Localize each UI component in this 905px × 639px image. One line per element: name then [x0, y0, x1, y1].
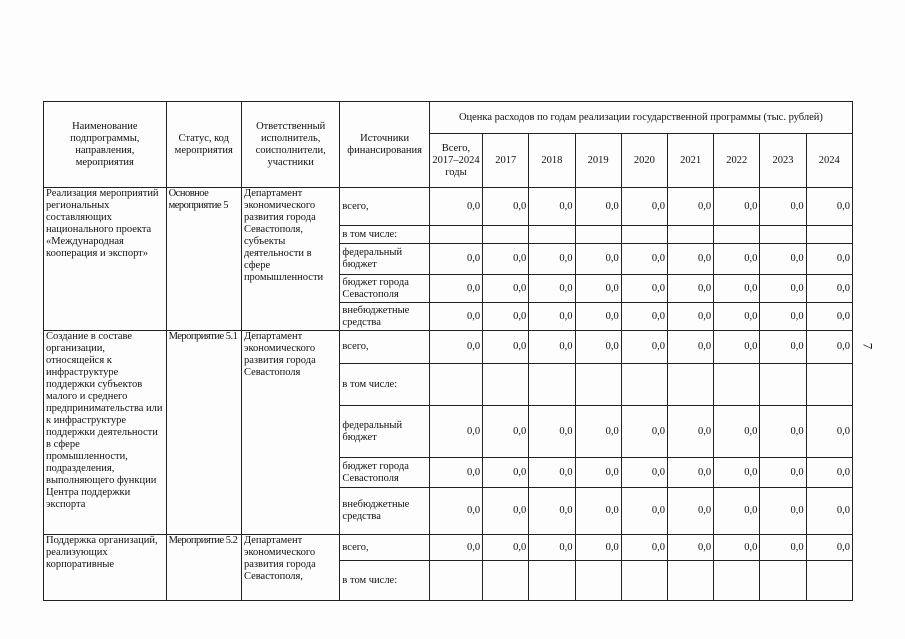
- activity-status: Основное мероприятие 5: [166, 188, 241, 331]
- cell-total: 0,0: [429, 406, 482, 458]
- cell-year-value: 0,0: [714, 458, 760, 488]
- table-row: [44, 331, 853, 364]
- cell-year-value: [714, 226, 760, 244]
- cell-year-value: 0,0: [621, 303, 667, 331]
- cell-year-value: 0,0: [483, 303, 529, 331]
- header-estimate: Оценка расходов по годам реализации государственной программы (тыс. рублей): [429, 102, 852, 134]
- header-name: Наименование подпрограммы, направления, мероприятия: [44, 102, 167, 188]
- funding-source: в том числе:: [340, 364, 429, 406]
- activity-status: Мероприятие 5.1: [166, 331, 241, 535]
- cell-year-value: 0,0: [714, 331, 760, 364]
- header-year: 2017: [483, 134, 529, 188]
- cell-year-value: [667, 226, 713, 244]
- cell-year-value: 0,0: [483, 244, 529, 275]
- cell-year-value: 0,0: [483, 488, 529, 535]
- activity-name: Создание в составе организации, относящейся к инфраструктуре поддержки субъектов малого и среднего предпринимательства или к инфраструктуре поддержки деятельности в сфере промышленности, подразделения, выполняющего функции Центра поддержки экспорта: [44, 331, 167, 535]
- cell-total: [429, 364, 482, 406]
- cell-year-value: 0,0: [806, 275, 852, 303]
- cell-year-value: [760, 364, 806, 406]
- cell-year-value: 0,0: [714, 275, 760, 303]
- cell-year-value: 0,0: [621, 244, 667, 275]
- cell-year-value: 0,0: [806, 303, 852, 331]
- cell-year-value: [714, 364, 760, 406]
- activity-responsible: Департамент экономического развития города Севастополя, субъекты деятельности в сфере промышленности: [241, 188, 339, 331]
- cell-year-value: 0,0: [529, 488, 575, 535]
- budget-table: [43, 101, 853, 601]
- header-responsible: Ответственный исполнитель, соисполнители, участники: [241, 102, 339, 188]
- cell-year-value: [667, 364, 713, 406]
- funding-source: федеральный бюджет: [340, 406, 429, 458]
- activity-responsible: Департамент экономического развития города Севастополя,: [241, 535, 339, 601]
- cell-year-value: 0,0: [621, 275, 667, 303]
- header-year: 2019: [575, 134, 621, 188]
- cell-year-value: [575, 364, 621, 406]
- cell-year-value: 0,0: [483, 331, 529, 364]
- activity-status: Мероприятие 5.2: [166, 535, 241, 601]
- cell-year-value: 0,0: [667, 188, 713, 226]
- cell-year-value: 0,0: [714, 188, 760, 226]
- funding-source: в том числе:: [340, 561, 429, 601]
- cell-total: 0,0: [429, 535, 482, 561]
- header-year: 2021: [667, 134, 713, 188]
- cell-year-value: 0,0: [667, 303, 713, 331]
- funding-source: в том числе:: [340, 226, 429, 244]
- cell-year-value: [575, 561, 621, 601]
- cell-year-value: 0,0: [575, 244, 621, 275]
- cell-year-value: 0,0: [667, 331, 713, 364]
- cell-year-value: 0,0: [760, 331, 806, 364]
- activity-name: Реализация мероприятий региональных составляющих национального проекта «Международная кооперация и экспорт»: [44, 188, 167, 331]
- cell-total: [429, 226, 482, 244]
- cell-year-value: [714, 561, 760, 601]
- cell-total: 0,0: [429, 458, 482, 488]
- cell-year-value: [529, 226, 575, 244]
- cell-year-value: 0,0: [529, 244, 575, 275]
- cell-year-value: 0,0: [760, 535, 806, 561]
- cell-year-value: 0,0: [621, 488, 667, 535]
- cell-year-value: 0,0: [621, 406, 667, 458]
- cell-year-value: 0,0: [575, 275, 621, 303]
- cell-year-value: 0,0: [575, 331, 621, 364]
- cell-year-value: 0,0: [760, 188, 806, 226]
- cell-year-value: 0,0: [529, 458, 575, 488]
- header-status: Статус, код мероприятия: [166, 102, 241, 188]
- header-year: 2018: [529, 134, 575, 188]
- cell-total: 0,0: [429, 488, 482, 535]
- cell-year-value: 0,0: [575, 535, 621, 561]
- cell-year-value: 0,0: [483, 458, 529, 488]
- cell-year-value: 0,0: [760, 244, 806, 275]
- cell-year-value: 0,0: [483, 275, 529, 303]
- cell-year-value: 0,0: [760, 303, 806, 331]
- cell-year-value: [575, 226, 621, 244]
- header-source: Источники финансирования: [340, 102, 429, 188]
- cell-year-value: [621, 226, 667, 244]
- cell-year-value: 0,0: [806, 188, 852, 226]
- cell-year-value: 0,0: [714, 244, 760, 275]
- header-year: 2023: [760, 134, 806, 188]
- header-year: 2024: [806, 134, 852, 188]
- cell-year-value: 0,0: [760, 406, 806, 458]
- cell-total: [429, 561, 482, 601]
- cell-year-value: 0,0: [760, 458, 806, 488]
- cell-year-value: 0,0: [667, 488, 713, 535]
- cell-year-value: 0,0: [714, 535, 760, 561]
- cell-total: 0,0: [429, 275, 482, 303]
- cell-year-value: 0,0: [667, 458, 713, 488]
- funding-source: всего,: [340, 331, 429, 364]
- table-row: [44, 535, 853, 561]
- cell-year-value: 0,0: [806, 488, 852, 535]
- cell-year-value: 0,0: [714, 406, 760, 458]
- cell-year-value: 0,0: [806, 331, 852, 364]
- cell-total: 0,0: [429, 331, 482, 364]
- cell-year-value: 0,0: [621, 458, 667, 488]
- cell-year-value: 0,0: [529, 406, 575, 458]
- table-body: [44, 188, 853, 601]
- funding-source: внебюджетные средства: [340, 488, 429, 535]
- header-year: 2020: [621, 134, 667, 188]
- cell-year-value: [529, 561, 575, 601]
- cell-year-value: 0,0: [575, 303, 621, 331]
- cell-year-value: 0,0: [806, 458, 852, 488]
- cell-year-value: [760, 226, 806, 244]
- cell-year-value: [806, 226, 852, 244]
- cell-total: 0,0: [429, 244, 482, 275]
- cell-year-value: 0,0: [529, 331, 575, 364]
- cell-year-value: 0,0: [483, 188, 529, 226]
- cell-year-value: 0,0: [806, 244, 852, 275]
- cell-year-value: 0,0: [529, 535, 575, 561]
- cell-year-value: 0,0: [621, 331, 667, 364]
- cell-year-value: 0,0: [575, 458, 621, 488]
- cell-year-value: [806, 364, 852, 406]
- cell-year-value: 0,0: [714, 488, 760, 535]
- funding-source: внебюджетные средства: [340, 303, 429, 331]
- activity-name: Поддержка организаций, реализующих корпоративные: [44, 535, 167, 601]
- cell-year-value: [529, 364, 575, 406]
- cell-year-value: 0,0: [483, 406, 529, 458]
- cell-year-value: 0,0: [667, 275, 713, 303]
- cell-year-value: 0,0: [760, 275, 806, 303]
- cell-year-value: [621, 364, 667, 406]
- cell-year-value: 0,0: [483, 535, 529, 561]
- header-year: 2022: [714, 134, 760, 188]
- cell-year-value: 0,0: [529, 303, 575, 331]
- cell-year-value: [667, 561, 713, 601]
- funding-source: бюджет города Севастополя: [340, 458, 429, 488]
- cell-year-value: [806, 561, 852, 601]
- cell-year-value: 0,0: [529, 188, 575, 226]
- cell-year-value: 0,0: [806, 535, 852, 561]
- cell-year-value: [483, 226, 529, 244]
- cell-year-value: [760, 561, 806, 601]
- cell-year-value: 0,0: [575, 406, 621, 458]
- cell-year-value: 0,0: [529, 275, 575, 303]
- table-row: [44, 188, 853, 226]
- cell-year-value: 0,0: [806, 406, 852, 458]
- cell-year-value: 0,0: [621, 535, 667, 561]
- header-total: Всего, 2017–2024 годы: [429, 134, 482, 188]
- cell-year-value: [483, 561, 529, 601]
- funding-source: бюджет города Севастополя: [340, 275, 429, 303]
- cell-year-value: 0,0: [667, 244, 713, 275]
- page-number: 7: [860, 342, 876, 350]
- funding-source: всего,: [340, 535, 429, 561]
- cell-year-value: 0,0: [667, 535, 713, 561]
- cell-year-value: 0,0: [714, 303, 760, 331]
- funding-source: всего,: [340, 188, 429, 226]
- cell-year-value: 0,0: [621, 188, 667, 226]
- cell-total: 0,0: [429, 188, 482, 226]
- cell-total: 0,0: [429, 303, 482, 331]
- cell-year-value: 0,0: [667, 406, 713, 458]
- cell-year-value: [621, 561, 667, 601]
- cell-year-value: 0,0: [575, 488, 621, 535]
- cell-year-value: 0,0: [760, 488, 806, 535]
- funding-source: федеральный бюджет: [340, 244, 429, 275]
- cell-year-value: 0,0: [575, 188, 621, 226]
- activity-responsible: Департамент экономического развития города Севастополя: [241, 331, 339, 535]
- cell-year-value: [483, 364, 529, 406]
